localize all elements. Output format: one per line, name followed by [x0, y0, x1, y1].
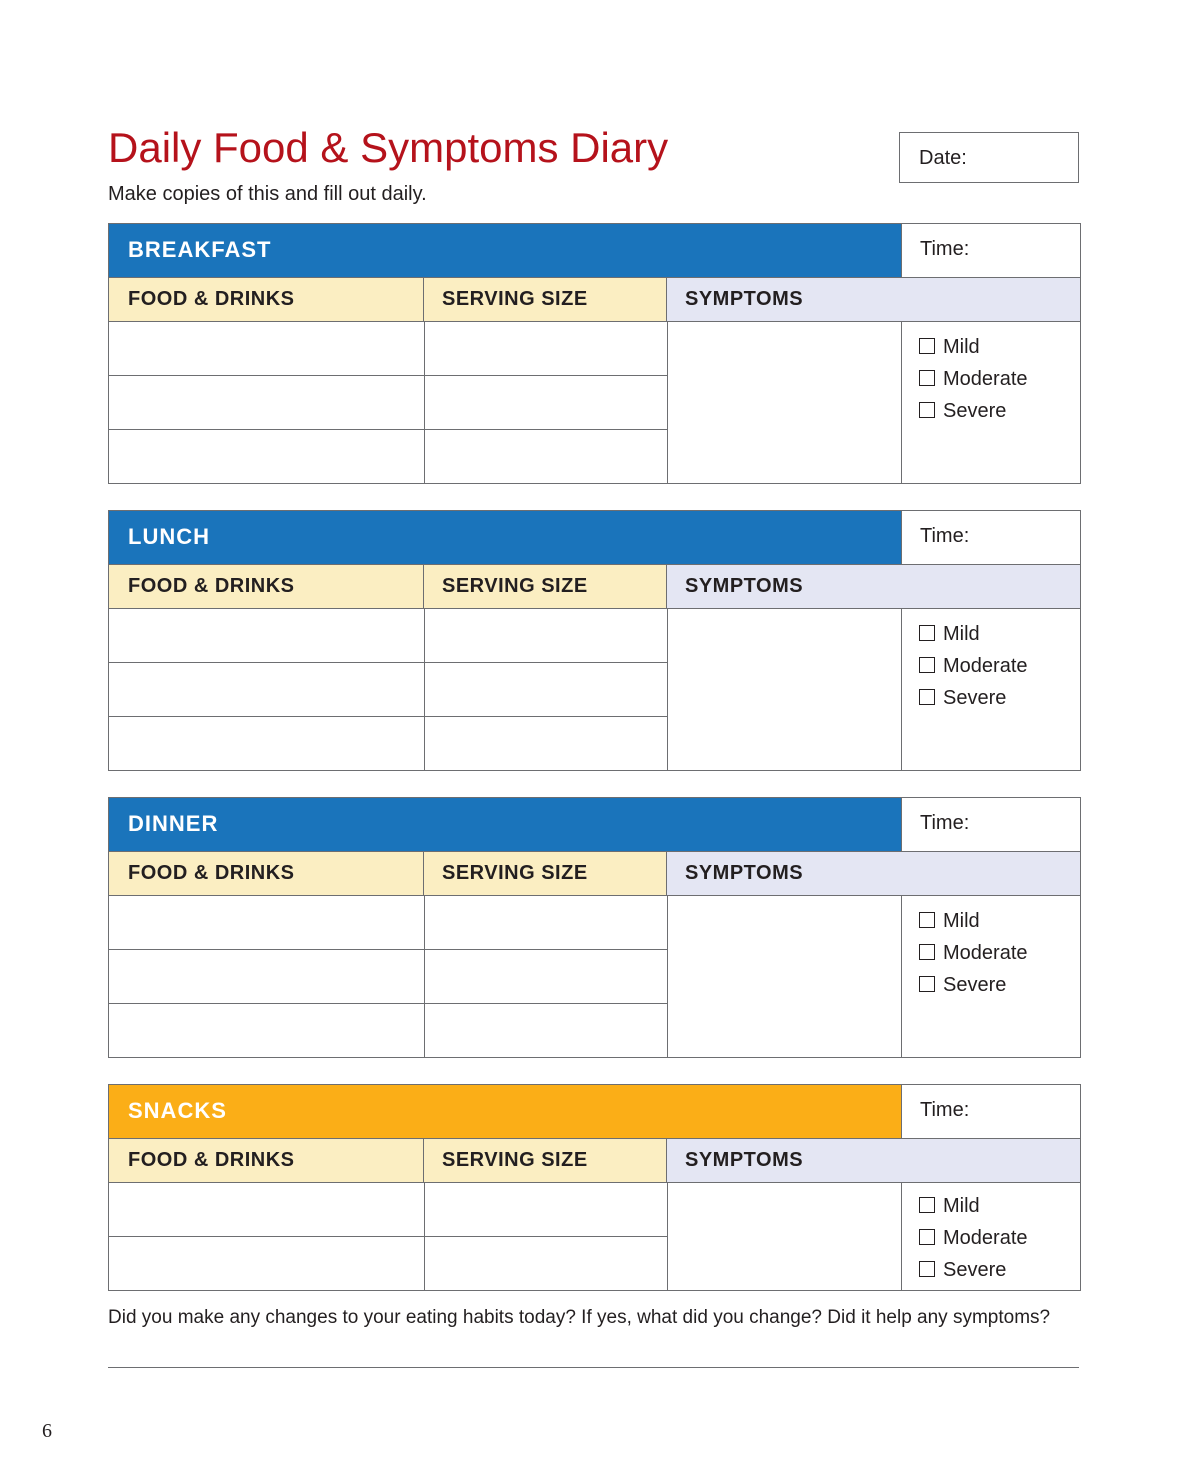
page-number: 6 — [42, 1420, 52, 1442]
date-label: Date: — [919, 147, 967, 169]
time-field[interactable] — [901, 1085, 1080, 1138]
meal-section-breakfast — [108, 223, 1081, 484]
column-header-food: FOOD & DRINKS — [109, 1139, 424, 1182]
column-header-food: FOOD & DRINKS — [109, 278, 424, 321]
severity-option-severe[interactable]: Severe — [919, 687, 1028, 719]
column-divider — [901, 1183, 902, 1290]
column-divider — [901, 896, 902, 1057]
column-header-serving: SERVING SIZE — [424, 852, 667, 895]
time-label: Time: — [920, 1099, 970, 1121]
page-title: Daily Food & Symptoms Diary — [108, 124, 669, 171]
checkbox-icon[interactable] — [919, 625, 935, 641]
checkbox-icon[interactable] — [919, 370, 935, 386]
meal-title: SNACKS — [128, 1098, 227, 1123]
page-subtitle: Make copies of this and fill out daily. — [108, 183, 427, 205]
column-divider — [667, 322, 668, 483]
entry-grid — [109, 1183, 1080, 1290]
answer-line[interactable] — [108, 1367, 1079, 1368]
column-header-serving: SERVING SIZE — [424, 1139, 667, 1182]
severity-option-mild[interactable]: Mild — [919, 623, 1028, 655]
column-header-serving: SERVING SIZE — [424, 565, 667, 608]
column-headers — [109, 564, 1080, 609]
checkbox-icon[interactable] — [919, 338, 935, 354]
column-headers — [109, 1138, 1080, 1183]
severity-checklist — [919, 1195, 1028, 1291]
column-header-food: FOOD & DRINKS — [109, 565, 424, 608]
column-headers — [109, 277, 1080, 322]
column-divider — [901, 609, 902, 770]
severity-option-severe[interactable]: Severe — [919, 974, 1028, 1006]
meal-header-lunch — [109, 511, 901, 564]
checkbox-icon[interactable] — [919, 657, 935, 673]
row-divider — [109, 949, 667, 950]
time-label: Time: — [920, 525, 970, 547]
meal-title: BREAKFAST — [128, 237, 272, 262]
checkbox-icon[interactable] — [919, 1261, 935, 1277]
column-divider — [424, 322, 425, 483]
column-divider — [424, 896, 425, 1057]
time-field[interactable] — [901, 224, 1080, 277]
entry-grid — [109, 322, 1080, 483]
severity-option-severe[interactable]: Severe — [919, 400, 1028, 432]
checkbox-icon[interactable] — [919, 1229, 935, 1245]
row-divider — [109, 429, 667, 430]
time-field[interactable] — [901, 511, 1080, 564]
checkbox-icon[interactable] — [919, 1197, 935, 1213]
column-header-symptoms: SYMPTOMS — [667, 278, 1080, 321]
severity-option-severe[interactable]: Severe — [919, 1259, 1028, 1291]
meal-header-breakfast — [109, 224, 901, 277]
entry-grid — [109, 896, 1080, 1057]
severity-checklist — [919, 623, 1028, 719]
row-divider — [109, 716, 667, 717]
time-field[interactable] — [901, 798, 1080, 851]
severity-option-mild[interactable]: Mild — [919, 910, 1028, 942]
meal-section-snacks — [108, 1084, 1081, 1291]
column-header-food: FOOD & DRINKS — [109, 852, 424, 895]
severity-option-mild[interactable]: Mild — [919, 336, 1028, 368]
column-header-symptoms: SYMPTOMS — [667, 1139, 1080, 1182]
entry-grid — [109, 609, 1080, 770]
time-label: Time: — [920, 238, 970, 260]
time-label: Time: — [920, 812, 970, 834]
severity-checklist — [919, 336, 1028, 432]
date-field[interactable] — [899, 132, 1079, 183]
checkbox-icon[interactable] — [919, 689, 935, 705]
column-divider — [667, 1183, 668, 1290]
column-header-symptoms: SYMPTOMS — [667, 565, 1080, 608]
column-header-serving: SERVING SIZE — [424, 278, 667, 321]
column-header-symptoms: SYMPTOMS — [667, 852, 1080, 895]
column-divider — [424, 609, 425, 770]
column-divider — [667, 896, 668, 1057]
severity-option-moderate[interactable]: Moderate — [919, 655, 1028, 687]
severity-option-moderate[interactable]: Moderate — [919, 942, 1028, 974]
severity-option-mild[interactable]: Mild — [919, 1195, 1028, 1227]
checkbox-icon[interactable] — [919, 944, 935, 960]
severity-option-moderate[interactable]: Moderate — [919, 1227, 1028, 1259]
meal-title: LUNCH — [128, 524, 210, 549]
meal-section-dinner — [108, 797, 1081, 1058]
meal-header-snacks — [109, 1085, 901, 1138]
column-divider — [667, 609, 668, 770]
meal-section-lunch — [108, 510, 1081, 771]
severity-checklist — [919, 910, 1028, 1006]
row-divider — [109, 1236, 667, 1237]
severity-option-moderate[interactable]: Moderate — [919, 368, 1028, 400]
checkbox-icon[interactable] — [919, 402, 935, 418]
row-divider — [109, 1003, 667, 1004]
row-divider — [109, 662, 667, 663]
column-headers — [109, 851, 1080, 896]
row-divider — [109, 375, 667, 376]
column-divider — [901, 322, 902, 483]
checkbox-icon[interactable] — [919, 976, 935, 992]
checkbox-icon[interactable] — [919, 912, 935, 928]
reflection-question: Did you make any changes to your eating habits today? If yes, what did you change? Did it help any symptoms? — [108, 1307, 1051, 1328]
meal-title: DINNER — [128, 811, 219, 836]
meal-header-dinner — [109, 798, 901, 851]
